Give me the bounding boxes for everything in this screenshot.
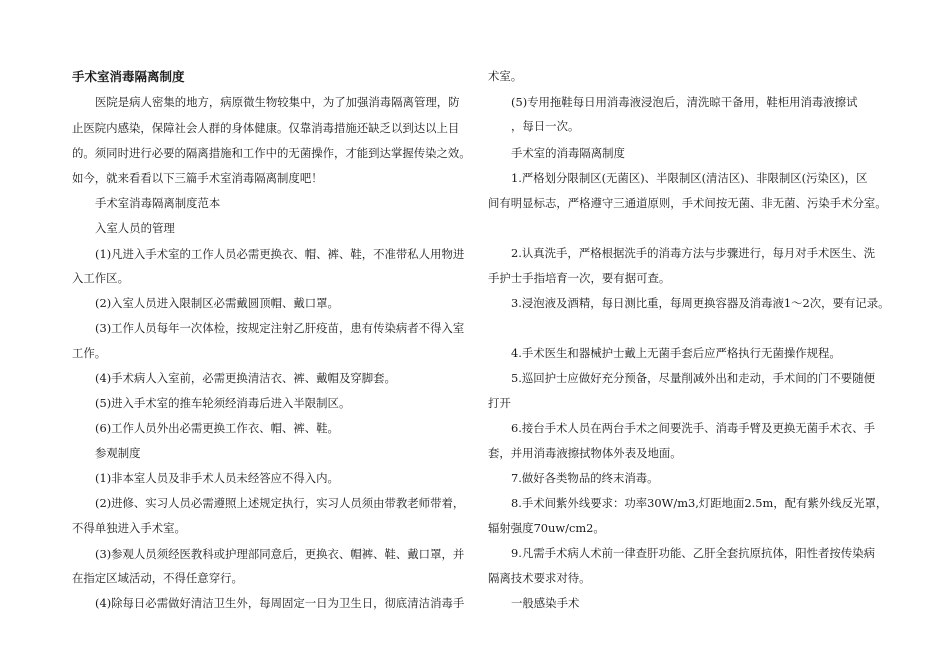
body-line: (6)工作人员外出必需更换工作衣、帽、裤、鞋。 — [95, 421, 339, 435]
page-title: 手术室消毒隔离制度 — [72, 69, 185, 84]
body-line: 医院是病人密集的地方，病原微生物较集中，为了加强消毒隔离管理，防 — [95, 95, 460, 109]
body-line: (3)工作人员每年一次体检，按规定注射乙肝疫苗，患有传染病者不得入室 — [95, 321, 465, 335]
body-line: (1)凡进入手术室的工作人员必需更换衣、帽、裤、鞋，不准带私人用物进 — [95, 247, 465, 261]
sub-heading: 一般感染手术 — [511, 596, 580, 610]
body-line: 间有明显标志，严格遵守三通道原则，手术间按无菌、非无菌、污染手术分室。 — [488, 196, 887, 210]
body-line: 在指定区域活动，不得任意穿行。 — [72, 571, 243, 585]
body-line: (5)专用拖鞋每日用消毒液浸泡后，清洗晾干备用，鞋柜用消毒液擦试 — [511, 95, 858, 109]
body-line: 术室。 — [488, 69, 523, 83]
sub-heading: 入室人员的管理 — [95, 221, 175, 235]
body-line: ，每日一次。 — [511, 119, 580, 133]
section-heading: 手术室的消毒隔离制度 — [511, 146, 625, 160]
body-line: 如今，就来看看以下三篇手术室消毒隔离制度吧！ — [72, 171, 323, 185]
body-line: 止医院内感染，保障社会人群的身体健康。仅靠消毒措施还缺乏以到达以上目 — [72, 121, 460, 135]
body-line: 6.接台手术人员在两台手术之间要洗手、消毒手臂及更换无菌手术衣、手 — [511, 421, 875, 435]
section-heading: 手术室消毒隔离制度范本 — [95, 196, 221, 210]
body-line: 的。须同时进行必要的隔离措施和工作中的无菌操作，才能到达掌握传染之效。 — [72, 146, 471, 160]
body-line: 1.严格划分限制区(无菌区)、半限制区(清洁区)、非限制区(污染区)，区 — [511, 171, 868, 185]
body-line: (2)进修、实习人员必需遵照上述规定执行，实习人员须由带教老师带着， — [95, 496, 465, 510]
body-line: (5)进入手术室的推车轮须经消毒后进入半限制区。 — [95, 396, 351, 410]
body-line: 不得单独进入手术室。 — [72, 521, 186, 535]
body-line: 8.手术间紫外线要求：功率30W/m3,灯距地面2.5m，配有紫外线反光罩， — [511, 496, 888, 510]
body-line: 打开 — [488, 396, 511, 410]
body-line: 3.浸泡液及酒精，每日测比重，每周更换容器及消毒液1～2次，要有记录。 — [511, 296, 890, 310]
sub-heading: 参观制度 — [95, 446, 141, 460]
body-line: (3)参观人员须经医教科或护理部同意后，更换衣、帽裤、鞋、戴口罩，并 — [95, 547, 465, 561]
body-line: 手护士手指培育一次，要有据可查。 — [488, 271, 671, 285]
body-line: (2)入室人员进入限制区必需戴圆顶帽、戴口罩。 — [95, 296, 339, 310]
body-line: (4)除每日必需做好清洁卫生外，每周固定一日为卫生日，彻底清洁消毒手 — [95, 596, 465, 610]
body-line: 9.凡需手术病人术前一律查肝功能、乙肝全套抗原抗体，阳性者按传染病 — [511, 546, 875, 560]
body-line: (1)非本室人员及非手术人员未经答应不得入内。 — [95, 471, 339, 485]
body-line: 5.巡回护士应做好充分预备，尽量削减外出和走动，手术间的门不要随便 — [511, 371, 875, 385]
body-line: 隔离技术要求对待。 — [488, 571, 591, 585]
body-line: 套，并用消毒液擦拭物体外表及地面。 — [488, 446, 682, 460]
body-line: (4)手术病人入室前，必需更换清洁衣、裤、戴帽及穿脚套。 — [95, 371, 396, 385]
body-line: 2.认真洗手，严格根据洗手的消毒方法与步骤进行，每月对手术医生、洗 — [511, 246, 875, 260]
body-line: 辐射强度70uw/cm2。 — [488, 521, 605, 535]
body-line: 4.手术医生和器械护士戴上无菌手套后应严格执行无菌操作规程。 — [511, 346, 841, 360]
body-line: 7.做好各类物品的终末消毒。 — [511, 471, 659, 485]
body-line: 工作。 — [72, 346, 107, 360]
body-line: 入工作区。 — [72, 271, 129, 285]
